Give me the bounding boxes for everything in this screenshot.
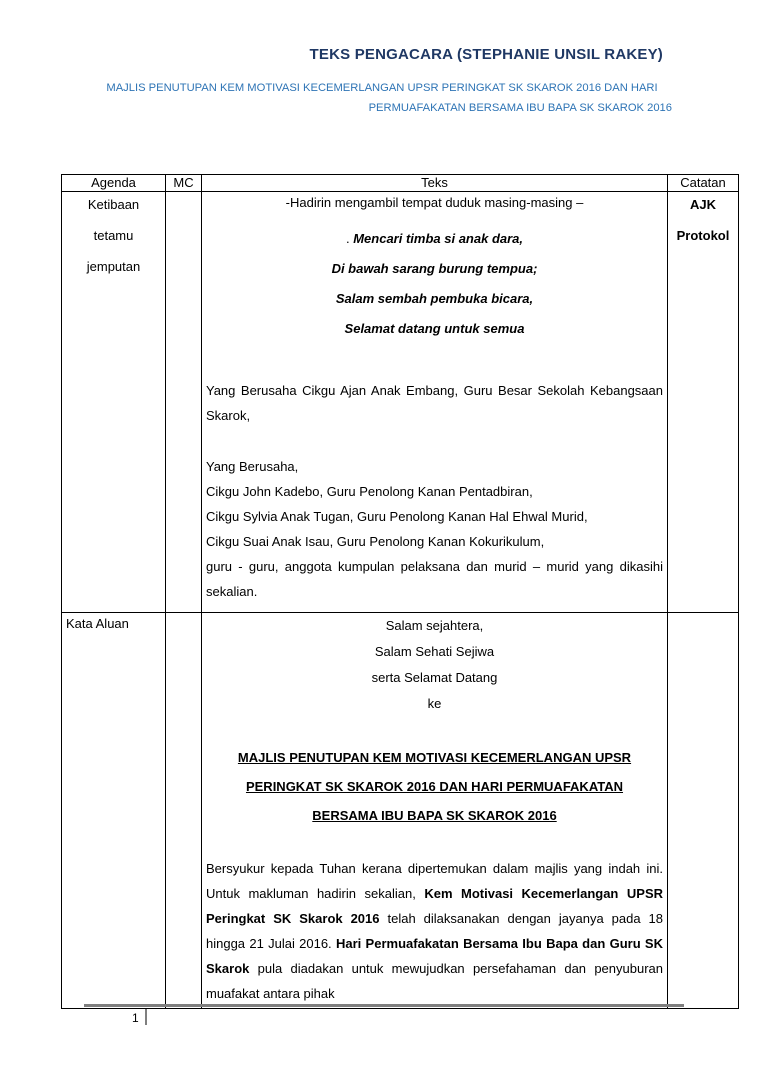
paragraph-bold-text: Kem Motivasi Kecemerlangan UPSR Peringkat SK Skarok 2016 bbox=[206, 886, 663, 926]
note-line: AJK bbox=[689, 197, 716, 212]
agenda-cell bbox=[62, 192, 166, 613]
pantun-text: Mencari timba si anak dara, bbox=[353, 231, 524, 246]
table-row bbox=[62, 192, 739, 613]
paragraph-text: telah dilaksanakan dengan jayanya pada 18 hingga 21 Julai 2016. bbox=[206, 911, 663, 951]
page-number: 1 bbox=[132, 1011, 139, 1025]
pantun-prefix: . bbox=[345, 231, 354, 246]
agenda-line: Kata Aluan bbox=[66, 616, 129, 631]
event-heading-line: PERINGKAT SK SKAROK 2016 DAN HARI PERMUAFAKATAN bbox=[245, 779, 624, 794]
subtitle-line-1: MAJLIS PENUTUPAN KEM MOTIVASI KECEMERLANGAN UPSR PERINGKAT SK SKAROK 2016 DAN HARI bbox=[106, 82, 658, 94]
salutation-line: Cikgu John Kadebo, Guru Penolong Kanan Pentadbiran, bbox=[206, 484, 533, 499]
header-teks: Teks bbox=[202, 175, 668, 192]
footer-divider bbox=[84, 1004, 684, 1007]
salutation-line: Yang Berusaha, bbox=[206, 459, 299, 474]
mc-cell bbox=[166, 613, 202, 1009]
note-cell bbox=[668, 192, 739, 613]
greeting-line: Salam Sehati Sejiwa bbox=[374, 644, 495, 659]
document-subtitle bbox=[90, 78, 674, 118]
paragraph-bold-text: Hari Permuafakatan Bersama Ibu Bapa dan Guru SK Skarok bbox=[206, 936, 663, 976]
note-cell bbox=[668, 613, 739, 1009]
paragraph-text: Bersyukur kepada Tuhan kerana dipertemukan dalam majlis yang indah ini. Untuk makluman hadirin sekalian, bbox=[206, 861, 663, 901]
page-number-divider bbox=[145, 1009, 147, 1025]
event-heading-line: BERSAMA IBU BAPA SK SKAROK 2016 bbox=[312, 808, 557, 823]
script-table bbox=[61, 174, 739, 1009]
header-catatan: Catatan bbox=[668, 175, 739, 192]
agenda-line: Ketibaan bbox=[87, 197, 140, 212]
pantun-line: Selamat datang untuk semua bbox=[344, 321, 525, 336]
agenda-line: tetamu bbox=[93, 228, 134, 243]
teks-cell bbox=[202, 192, 668, 613]
document-title: TEKS PENGACARA (STEPHANIE UNSIL RAKEY) bbox=[309, 46, 663, 63]
table-row bbox=[62, 613, 739, 1009]
note-line: Protokol bbox=[676, 228, 730, 243]
intro-text: -Hadirin mengambil tempat duduk masing-masing – bbox=[285, 195, 584, 210]
greeting-line: ke bbox=[427, 696, 442, 711]
salutation-line: Cikgu Sylvia Anak Tugan, Guru Penolong Kanan Hal Ehwal Murid, bbox=[206, 509, 588, 524]
pantun-line: Salam sembah pembuka bicara, bbox=[335, 291, 534, 306]
salutation-paragraph: Yang Berusaha Cikgu Ajan Anak Embang, Guru Besar Sekolah Kebangsaan Skarok, bbox=[206, 383, 663, 423]
greeting-line: Salam sejahtera, bbox=[385, 618, 484, 633]
mc-cell bbox=[166, 192, 202, 613]
event-paragraph bbox=[206, 856, 663, 1006]
agenda-cell bbox=[62, 613, 166, 1009]
salutation-paragraph: guru - guru, anggota kumpulan pelaksana dan murid – murid yang dikasihi sekalian. bbox=[206, 559, 663, 599]
subtitle-line-2: PERMUAFAKATAN BERSAMA IBU BAPA SK SKAROK 2016 bbox=[368, 102, 672, 114]
pantun-line: Di bawah sarang burung tempua; bbox=[331, 261, 538, 276]
table-header-row bbox=[62, 175, 739, 192]
pantun-line bbox=[206, 224, 663, 254]
event-heading-line: MAJLIS PENUTUPAN KEM MOTIVASI KECEMERLANGAN UPSR bbox=[237, 750, 632, 765]
greeting-line: serta Selamat Datang bbox=[371, 670, 498, 685]
paragraph-text: pula diadakan untuk mewujudkan persefahaman dan penyuburan muafakat antara pihak bbox=[206, 961, 663, 1001]
teks-cell bbox=[202, 613, 668, 1009]
header-agenda: Agenda bbox=[62, 175, 166, 192]
header-mc: MC bbox=[166, 175, 202, 192]
salutation-line: Cikgu Suai Anak Isau, Guru Penolong Kanan Kokurikulum, bbox=[206, 534, 545, 549]
agenda-line: jemputan bbox=[86, 259, 141, 274]
